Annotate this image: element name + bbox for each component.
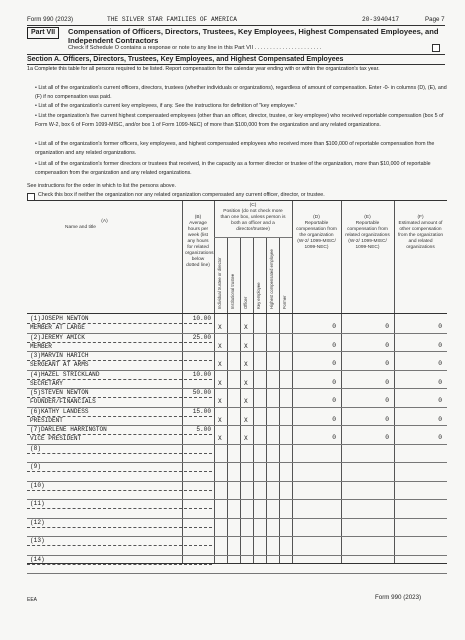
hours-dotted-line xyxy=(184,360,212,361)
col-c-label: (C) xyxy=(249,203,257,208)
officer-mark: X xyxy=(244,324,248,331)
col-c-text: Position (do not check more than one box, unless person is both an officer and a director/trustee) xyxy=(220,209,286,232)
hours-dotted-line xyxy=(184,471,212,472)
officer-name: (5)STEVEN NEWTON xyxy=(30,389,89,396)
officer-title: SECRETARY xyxy=(30,379,63,387)
row-divider xyxy=(27,518,447,519)
row-divider xyxy=(27,351,447,352)
officer-mark: X xyxy=(244,342,248,350)
hours-dotted-line xyxy=(184,490,212,491)
part-rule xyxy=(27,54,445,55)
officer-mark: X xyxy=(244,416,248,424)
hours-dotted-line xyxy=(184,564,212,565)
para-1a: 1a Complete this table for all persons required to be listed. Report compensation for the calendar year ending with or within the organization's tax year. xyxy=(27,66,380,72)
schedule-o-checkbox[interactable] xyxy=(432,44,440,52)
comp-org: 0 xyxy=(332,360,336,367)
part-label: Part VII xyxy=(27,27,59,39)
officer-name: (7)DARLENE HARRINGTON xyxy=(30,426,107,433)
hours-dotted-line xyxy=(184,434,212,435)
col-d-text: Reportable compensation from the organization (W-2/ 1099-MISC/ 1099-NEC) xyxy=(296,221,337,250)
col-c-box-1: Individual trustee or director xyxy=(217,257,222,309)
officer-title: PRESIDENT xyxy=(30,416,63,424)
hours-dotted-line xyxy=(184,323,212,324)
comp-related: 0 xyxy=(385,415,389,423)
comp-other: 0 xyxy=(438,341,442,349)
row-divider xyxy=(27,536,447,537)
empty-row-number: (11) xyxy=(30,500,45,507)
col-b-text: Average hours per week (list any hours for related organizations below dotted line) xyxy=(185,221,214,268)
average-hours: 10.00 xyxy=(192,315,211,322)
empty-row-number: (12) xyxy=(30,518,45,526)
comp-org: 0 xyxy=(332,397,336,404)
section-a-title: Section A. Officers, Directors, Trustees, Key Employees, and Highest Compensated Employees xyxy=(27,56,344,63)
average-hours: 15.00 xyxy=(192,407,211,415)
comp-related: 0 xyxy=(385,378,389,386)
empty-row-number: (13) xyxy=(30,537,45,544)
trustee-mark: X xyxy=(218,361,222,368)
header-rule xyxy=(27,25,445,26)
trustee-mark: X xyxy=(218,398,222,405)
officer-title: FOUNDER/FINANCIALS xyxy=(30,398,96,405)
officer-title: VICE PRESIDENT xyxy=(30,435,82,442)
empty-row-number: (10) xyxy=(30,481,45,489)
comp-related: 0 xyxy=(385,434,389,441)
row-dotted-line xyxy=(27,471,182,472)
col-a-label: (A) xyxy=(101,219,108,224)
org-name: THE SILVER STAR FAMILIES OF AMERICA xyxy=(107,16,237,23)
para-bullet-5: • List all of the organization's former directors or trustees that received, in the capacity as a former director or trustee of the organization, more than $10,000 of reportable compensation from the organization and any related organizations. xyxy=(35,161,431,176)
officer-title: MEMBER AT LARGE xyxy=(30,324,85,331)
footer-right: Form 990 (2023) xyxy=(375,594,422,601)
hours-dotted-line xyxy=(184,342,212,343)
average-hours: 10.00 xyxy=(192,370,211,378)
form-id: Form 990 (2023) xyxy=(27,16,74,23)
officer-title: MEMBER xyxy=(30,342,52,350)
officer-mark: X xyxy=(244,435,248,442)
comp-other: 0 xyxy=(438,378,442,386)
empty-row-number: (14) xyxy=(30,555,45,563)
col-b-label: (B) xyxy=(194,215,202,220)
row-divider xyxy=(27,481,447,482)
col-d-label: (D) xyxy=(313,215,320,220)
trustee-mark: X xyxy=(218,324,222,331)
average-hours: 50.00 xyxy=(192,389,211,396)
empty-row-number: (8) xyxy=(30,444,41,452)
hours-dotted-line xyxy=(184,545,212,546)
para-bullet-1: • List all of the organization's current officers, directors, trustees (whether individuals or organizations), regardless of amount of compensation. Enter -0- in columns (D), (E), and (F) if no compensation was paid. xyxy=(35,85,447,100)
row-divider xyxy=(27,555,447,556)
comp-other: 0 xyxy=(438,360,442,367)
comp-org: 0 xyxy=(332,341,336,349)
row-divider xyxy=(27,407,447,408)
comp-related: 0 xyxy=(385,341,389,349)
col-c-box-2: Institutional trustee xyxy=(230,273,235,309)
hours-dotted-line xyxy=(184,416,212,417)
para-bullet-3: • List the organization's five current highest compensated employees (other than an officer, director, trustee, or key employee) who received reportable compensation (box 5 of Form W-2, box 6 of Form 1099-MISC, and/or box 1 of Form 1099-NEC) of more than $100,000 from the organization and any related organizations. xyxy=(35,113,444,128)
officer-name: (3)MARVIN HARICH xyxy=(30,352,89,359)
comp-org: 0 xyxy=(332,378,336,386)
officer-mark: X xyxy=(244,361,248,368)
col-c-box-6: Former xyxy=(282,295,287,309)
comp-related: 0 xyxy=(385,360,389,367)
comp-related: 0 xyxy=(385,323,389,330)
part-title: Compensation of Officers, Directors, Trustees, Key Employees, Highest Compensated Employees, and Independent Contractors xyxy=(68,27,439,45)
hours-dotted-line xyxy=(184,397,212,398)
row-dotted-line xyxy=(27,508,182,509)
average-hours: 5.00 xyxy=(196,426,211,433)
para-bullet-2: • List all of the organization's current key employees, if any. See the instructions for definition of "key employee." xyxy=(35,103,298,109)
col-c-box-3: Officer xyxy=(243,296,248,309)
form-header xyxy=(27,16,445,25)
footer-left: EEA xyxy=(27,597,38,603)
compensation-table xyxy=(27,200,447,564)
row-dotted-line xyxy=(27,545,182,546)
row-dotted-line xyxy=(27,527,182,528)
hours-dotted-line xyxy=(184,453,212,454)
officer-name: (2)JEREMY AMICK xyxy=(30,333,85,341)
page-number: Page 7 xyxy=(425,16,445,23)
row-divider xyxy=(27,444,447,445)
comp-org: 0 xyxy=(332,323,336,330)
trustee-mark: X xyxy=(218,416,222,424)
col-f-label: (F) xyxy=(417,215,424,220)
row-dotted-line xyxy=(27,490,182,491)
para-bullet-4: • List all of the organization's former officers, key employees, and highest compensated employees who received more than $100,000 of reportable compensation from the organization and any related organizations. xyxy=(35,141,435,156)
hours-dotted-line xyxy=(184,508,212,509)
comp-related: 0 xyxy=(385,397,389,404)
comp-org: 0 xyxy=(332,434,336,441)
row-divider xyxy=(27,499,447,500)
officer-name: (6)KATHY LANDESS xyxy=(30,407,89,415)
officer-title: SERGEANT AT ARMS xyxy=(30,361,89,368)
row-divider xyxy=(27,573,447,574)
col-c-box-5: Highest compensated employee xyxy=(269,249,274,309)
row-divider xyxy=(27,462,447,463)
officer-mark: X xyxy=(244,379,248,387)
hours-dotted-line xyxy=(184,379,212,380)
hours-dotted-line xyxy=(184,527,212,528)
comp-org: 0 xyxy=(332,415,336,423)
col-f-text: Estimated amount of other compensation from the organization and related organizations xyxy=(397,221,444,250)
trustee-mark: X xyxy=(218,342,222,350)
col-a-text: Name and title xyxy=(65,225,96,230)
row-dotted-line xyxy=(27,564,182,565)
comp-other: 0 xyxy=(438,397,442,404)
comp-other: 0 xyxy=(438,415,442,423)
average-hours: 25.00 xyxy=(192,333,211,341)
ein: 20-3940417 xyxy=(362,16,400,23)
trustee-mark: X xyxy=(218,435,222,442)
col-e-text: Reportable compensation from related organizations (W-2/ 1099-MISC/ 1099-NEC) xyxy=(345,221,390,250)
schedule-o-check-line: Check if Schedule O contains a response or note to any line in this Part VII . . . . . . . . . . . . . . . . . . . . . . xyxy=(68,45,322,51)
order-note: See instructions for the order in which to list the persons above. xyxy=(27,183,176,189)
officer-name: (4)HAZEL STRICKLAND xyxy=(30,370,100,378)
comp-other: 0 xyxy=(438,434,442,441)
comp-other: 0 xyxy=(438,323,442,330)
trustee-mark: X xyxy=(218,379,222,387)
row-dotted-line xyxy=(27,453,182,454)
officer-mark: X xyxy=(244,398,248,405)
officer-name: (1)JOSEPH NEWTON xyxy=(30,315,89,322)
empty-row-number: (9) xyxy=(30,463,41,470)
col-c-box-4: Key employee xyxy=(256,282,261,309)
col-e-label: (E) xyxy=(364,215,371,220)
row-divider xyxy=(27,388,447,389)
row-divider xyxy=(27,333,447,334)
none-compensated-label: Check this box if neither the organization nor any related organization compensated any current officer, director, or trustee. xyxy=(38,192,325,198)
